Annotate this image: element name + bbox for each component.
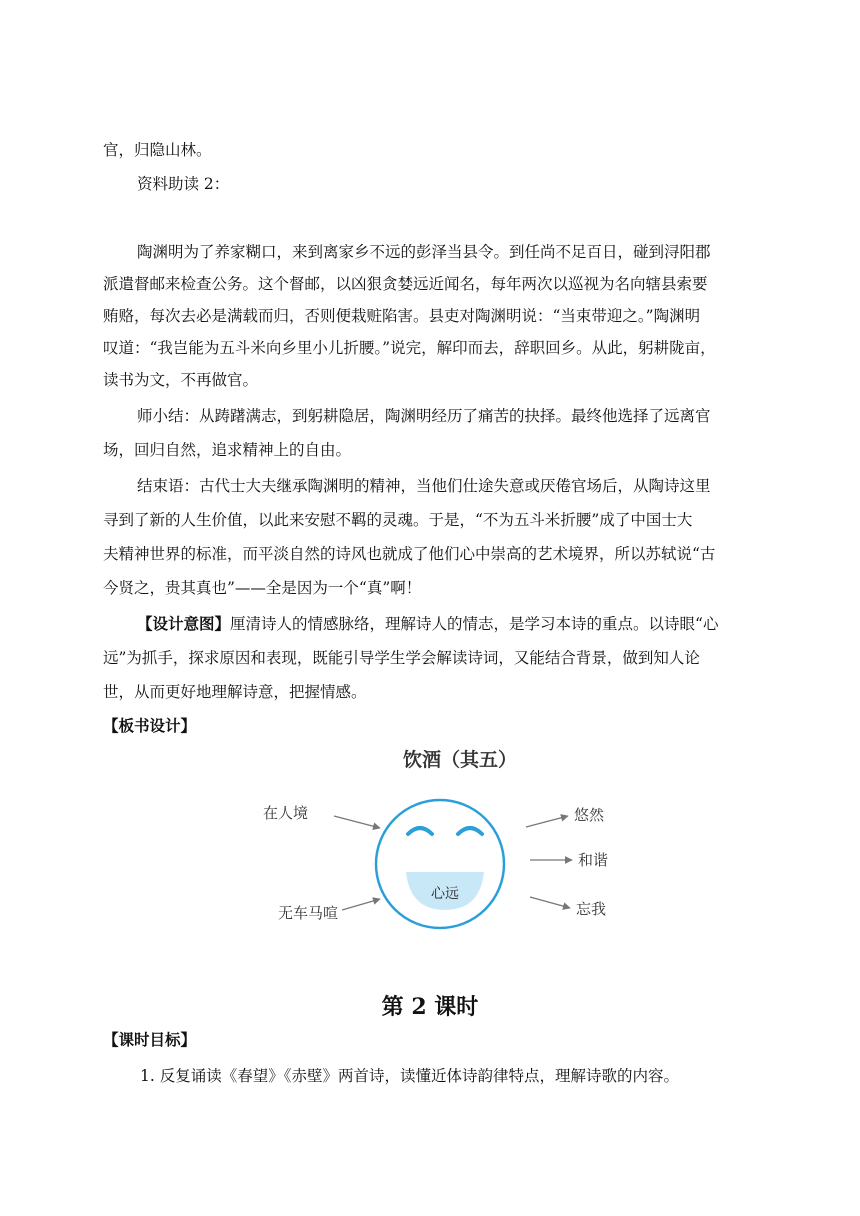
design-intent-label: 【设计意图】 (137, 614, 231, 633)
ending-line: 夫精神世界的标准，而平淡自然的诗风也就成了他们心中崇高的艺术境界，所以苏轼说“古 (103, 545, 716, 563)
arrow-left-bottom (342, 899, 380, 910)
arrow-right-3 (530, 897, 570, 908)
right-label-3: 忘我 (576, 900, 607, 918)
ending-line: 寻到了新的人生价值，以此来安慰不羁的灵魂。于是，“不为五斗米折腰”成了中国士大 (103, 511, 693, 529)
design-intent-line (137, 614, 718, 634)
ending-line: 结束语：古代士大夫继承陶渊明的精神，当他们仕途失意或厌倦官场后，从陶诗这里 (137, 477, 711, 495)
material-label: 资料助读 2： (137, 175, 230, 193)
center-label: 心远 (431, 886, 459, 902)
story-line: 贿赂，每次去必是满载而归，否则便栽赃陷害。县吏对陶渊明说：“当束带迎之。”陶渊明 (103, 307, 701, 325)
arrow-right-1 (526, 816, 568, 827)
lesson-goal-item: 1. 反复诵读《春望》《赤壁》两首诗，读懂近体诗韵律特点，理解诗歌的内容。 (140, 1067, 679, 1085)
left-top-label: 在人境 (262, 804, 308, 822)
right-label-2: 和谐 (578, 851, 609, 869)
lesson-title: 第 2 课时 (381, 994, 479, 1020)
board-design-label: 【板书设计】 (103, 716, 197, 735)
paragraph-line: 官，归隐山林。 (103, 141, 212, 159)
board-diagram (250, 742, 650, 947)
design-intent-text: 厘清诗人的情感脉络，理解诗人的情志，是学习本诗的重点。以诗眼“心 (230, 615, 719, 633)
design-intent-line: 世，从而更好地理解诗意，把握情感。 (103, 683, 367, 701)
right-label-1: 悠然 (574, 806, 605, 824)
story-line: 读书为文，不再做官。 (103, 371, 259, 389)
summary-line: 场，回归自然，追求精神上的自由。 (103, 441, 352, 459)
design-intent-line: 远”为抓手，探求原因和表现，既能引导学生学会解读诗词，又能结合背景，做到知人论 (103, 649, 700, 667)
summary-line: 师小结：从踌躇满志，到躬耕隐居，陶渊明经历了痛苦的抉择。最终他选择了远离官 (137, 407, 711, 425)
arrow-left-top (334, 816, 380, 828)
ending-line: 今贤之，贵其真也”——全是因为一个“真”啊！ (103, 579, 422, 597)
left-bottom-label: 无车马喧 (277, 904, 338, 922)
story-line: 陶渊明为了养家糊口，来到离家乡不远的彭泽当县令。到任尚不足百日，碰到浔阳郡 (137, 243, 711, 261)
story-line: 派遣督邮来检查公务。这个督邮，以凶狠贪婪远近闻名，每年两次以巡视为名向辖县索要 (103, 275, 708, 293)
story-line: 叹道：“我岂能为五斗米向乡里小儿折腰。”说完，解印而去，辞职回乡。从此，躬耕陇亩， (103, 339, 716, 357)
lesson-goal-label: 【课时目标】 (103, 1030, 197, 1049)
smiley-face-icon (376, 800, 504, 928)
diagram-title: 饮酒（其五） (402, 749, 518, 771)
